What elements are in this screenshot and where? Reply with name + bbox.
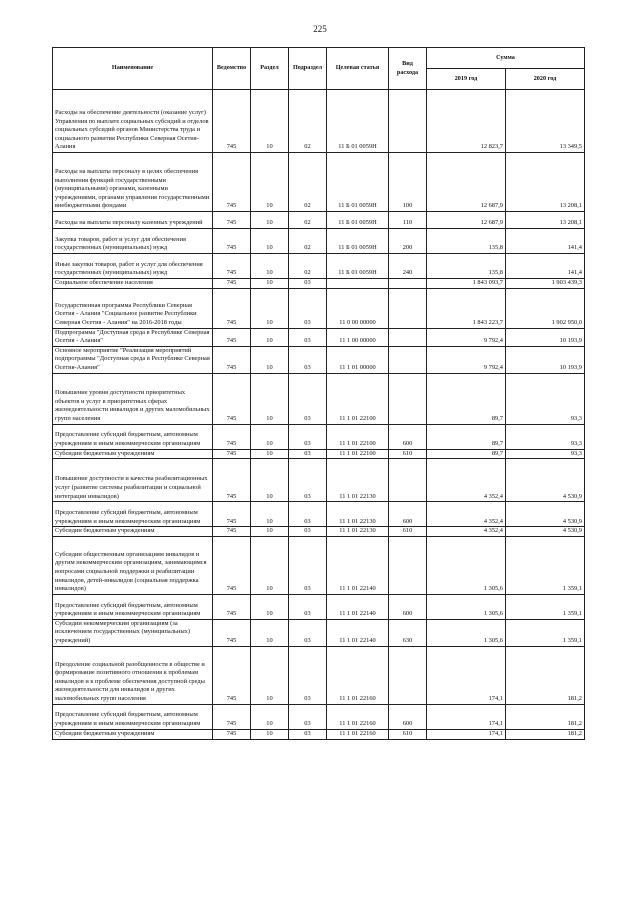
row-department-cell: 745 (213, 346, 251, 373)
table-row (53, 704, 585, 729)
row-sum-2020-cell: 93,3 (506, 449, 585, 459)
row-target-article-cell: 11 1 01 22130 (327, 502, 389, 527)
row-expense-type-cell (389, 328, 427, 346)
header-department: Ведомство (213, 48, 251, 90)
row-expense-type-cell: 600 (389, 502, 427, 527)
table-row (53, 449, 585, 459)
row-expense-type-cell: 610 (389, 729, 427, 739)
row-name-cell: Предоставление субсидий бюджетным, автономным учреждениям и иным некоммерческим организациям (53, 704, 213, 729)
row-expense-type-cell (389, 459, 427, 502)
row-section-cell: 10 (251, 536, 289, 594)
row-target-article-cell: 11 1 01 22100 (327, 449, 389, 459)
row-section-cell: 10 (251, 424, 289, 449)
row-department-cell: 745 (213, 729, 251, 739)
header-section: Раздел (251, 48, 289, 90)
row-department-cell: 745 (213, 328, 251, 346)
header-year-2019: 2019 год (427, 69, 506, 90)
row-expense-type-cell (389, 346, 427, 373)
table-body (53, 90, 585, 740)
row-sum-2019-cell: 12 687,9 (427, 153, 506, 212)
row-section-cell: 10 (251, 729, 289, 739)
row-section-cell: 10 (251, 212, 289, 229)
header-target-article: Целевая статья (327, 48, 389, 90)
row-name-cell: Субсидии бюджетным учреждениям (53, 527, 213, 537)
table-row (53, 212, 585, 229)
row-sum-2020-cell: 141,4 (506, 254, 585, 279)
row-expense-type-cell (389, 536, 427, 594)
row-sum-2019-cell: 174,1 (427, 729, 506, 739)
row-target-article-cell: 11 1 01 22140 (327, 536, 389, 594)
header-subsection: Подраздел (289, 48, 327, 90)
row-expense-type-cell: 610 (389, 449, 427, 459)
table-row (53, 459, 585, 502)
row-section-cell: 10 (251, 449, 289, 459)
row-department-cell: 745 (213, 279, 251, 289)
row-department-cell: 745 (213, 459, 251, 502)
row-subsection-cell: 03 (289, 536, 327, 594)
row-section-cell: 10 (251, 619, 289, 646)
row-department-cell: 745 (213, 90, 251, 153)
row-subsection-cell: 03 (289, 594, 327, 619)
row-sum-2020-cell: 13 349,5 (506, 90, 585, 153)
row-name-cell: Субсидии некоммерческим организациям (за исключением государственных (муниципальных) учреждений) (53, 619, 213, 646)
row-target-article-cell: 11 1 01 22100 (327, 373, 389, 424)
row-sum-2020-cell: 10 193,9 (506, 346, 585, 373)
row-section-cell: 10 (251, 704, 289, 729)
row-department-cell: 745 (213, 373, 251, 424)
row-subsection-cell: 03 (289, 424, 327, 449)
row-target-article-cell: 11 Б 01 0059Н (327, 254, 389, 279)
row-expense-type-cell: 240 (389, 254, 427, 279)
row-subsection-cell: 03 (289, 729, 327, 739)
row-expense-type-cell: 600 (389, 594, 427, 619)
row-sum-2020-cell: 93,3 (506, 373, 585, 424)
row-department-cell: 745 (213, 229, 251, 254)
row-sum-2020-cell: 141,4 (506, 229, 585, 254)
row-sum-2020-cell: 1 359,1 (506, 594, 585, 619)
row-name-cell: Расходы на обеспечение деятельности (оказание услуг) Управления по выплате социальных субсидий и отделов социальных субсидий органов Министерства труда и социального развития Республики Северная Осетия-Алания (53, 90, 213, 153)
row-sum-2019-cell: 174,1 (427, 704, 506, 729)
row-target-article-cell: 11 Б 01 0059Н (327, 212, 389, 229)
row-target-article-cell: 11 Б 01 0059Н (327, 90, 389, 153)
table-row (53, 729, 585, 739)
table-row (53, 346, 585, 373)
row-section-cell: 10 (251, 153, 289, 212)
row-sum-2020-cell: 1 903 439,3 (506, 279, 585, 289)
row-target-article-cell: 11 1 00 00000 (327, 328, 389, 346)
row-sum-2020-cell: 4 530,9 (506, 527, 585, 537)
row-expense-type-cell (389, 90, 427, 153)
row-department-cell: 745 (213, 527, 251, 537)
row-subsection-cell: 03 (289, 502, 327, 527)
row-name-cell: Субсидии бюджетным учреждениям (53, 729, 213, 739)
row-expense-type-cell: 600 (389, 704, 427, 729)
row-subsection-cell: 03 (289, 279, 327, 289)
row-target-article-cell: 11 1 01 22130 (327, 459, 389, 502)
row-section-cell: 10 (251, 459, 289, 502)
row-name-cell: Иные закупки товаров, работ и услуг для обеспечения государственных (муниципальных) нужд (53, 254, 213, 279)
row-sum-2019-cell: 1 305,6 (427, 594, 506, 619)
row-sum-2020-cell: 1 902 950,0 (506, 288, 585, 328)
row-department-cell: 745 (213, 254, 251, 279)
table-row (53, 328, 585, 346)
row-department-cell: 745 (213, 619, 251, 646)
row-sum-2019-cell: 174,1 (427, 646, 506, 704)
row-subsection-cell: 02 (289, 229, 327, 254)
row-name-cell: Государственная программа Республики Северная Осетия - Алания "Социальное развитие Республики Северная Осетия - Алания" на 2016-2018 годы (53, 288, 213, 328)
row-target-article-cell: 11 1 01 22160 (327, 646, 389, 704)
row-department-cell: 745 (213, 449, 251, 459)
row-department-cell: 745 (213, 502, 251, 527)
row-section-cell: 10 (251, 502, 289, 527)
row-section-cell: 10 (251, 279, 289, 289)
row-name-cell: Закупка товаров, работ и услуг для обеспечения государственных (муниципальных) нужд (53, 229, 213, 254)
row-department-cell: 745 (213, 594, 251, 619)
row-target-article-cell: 11 1 01 22140 (327, 594, 389, 619)
row-sum-2020-cell: 4 530,9 (506, 459, 585, 502)
row-expense-type-cell (389, 373, 427, 424)
row-sum-2019-cell: 89,7 (427, 424, 506, 449)
row-sum-2020-cell: 93,3 (506, 424, 585, 449)
row-section-cell: 10 (251, 90, 289, 153)
row-expense-type-cell: 610 (389, 527, 427, 537)
row-section-cell: 10 (251, 646, 289, 704)
row-name-cell: Повышение доступности и качества реабилитационных услуг (развитие системы реабилитации и социальной интеграции инвалидов) (53, 459, 213, 502)
row-name-cell: Субсидии бюджетным учреждениям (53, 449, 213, 459)
row-section-cell: 10 (251, 254, 289, 279)
row-sum-2020-cell: 10 193,9 (506, 328, 585, 346)
row-expense-type-cell (389, 646, 427, 704)
table-row (53, 254, 585, 279)
row-subsection-cell: 02 (289, 153, 327, 212)
row-expense-type-cell (389, 288, 427, 328)
row-section-cell: 10 (251, 527, 289, 537)
row-sum-2019-cell: 4 352,4 (427, 502, 506, 527)
row-sum-2019-cell: 1 843 093,7 (427, 279, 506, 289)
row-expense-type-cell: 600 (389, 424, 427, 449)
row-name-cell: Предоставление субсидий бюджетным, автономным учреждениям и иным некоммерческим организациям (53, 594, 213, 619)
row-department-cell: 745 (213, 536, 251, 594)
row-subsection-cell: 03 (289, 288, 327, 328)
row-name-cell: Подпрограмма "Доступная среда в Республике Северная Осетия - Алания" (53, 328, 213, 346)
row-subsection-cell: 02 (289, 254, 327, 279)
row-department-cell: 745 (213, 212, 251, 229)
row-department-cell: 745 (213, 424, 251, 449)
row-sum-2019-cell: 1 305,6 (427, 619, 506, 646)
row-target-article-cell: 11 1 01 22140 (327, 619, 389, 646)
table-row (53, 288, 585, 328)
row-sum-2019-cell: 4 352,4 (427, 459, 506, 502)
row-target-article-cell: 11 0 00 00000 (327, 288, 389, 328)
row-target-article-cell: 11 1 01 22160 (327, 704, 389, 729)
row-expense-type-cell: 200 (389, 229, 427, 254)
row-subsection-cell: 03 (289, 449, 327, 459)
row-name-cell: Предоставление субсидий бюджетным, автономным учреждениям и иным некоммерческим организациям (53, 424, 213, 449)
table-row (53, 373, 585, 424)
table-row (53, 619, 585, 646)
table-row (53, 527, 585, 537)
row-subsection-cell: 03 (289, 646, 327, 704)
row-subsection-cell: 03 (289, 346, 327, 373)
row-target-article-cell: 11 1 01 22100 (327, 424, 389, 449)
row-sum-2019-cell: 89,7 (427, 373, 506, 424)
row-sum-2020-cell: 4 530,9 (506, 502, 585, 527)
row-department-cell: 745 (213, 704, 251, 729)
row-target-article-cell (327, 279, 389, 289)
row-name-cell: Расходы на выплаты персоналу казенных учреждений (53, 212, 213, 229)
row-name-cell: Социальное обеспечение населения (53, 279, 213, 289)
row-sum-2020-cell: 1 359,1 (506, 619, 585, 646)
row-subsection-cell: 03 (289, 373, 327, 424)
row-target-article-cell: 11 1 01 22130 (327, 527, 389, 537)
table-row (53, 90, 585, 153)
row-section-cell: 10 (251, 328, 289, 346)
row-name-cell: Предоставление субсидий бюджетным, автономным учреждениям и иным некоммерческим организациям (53, 502, 213, 527)
row-department-cell: 745 (213, 153, 251, 212)
row-expense-type-cell: 100 (389, 153, 427, 212)
row-sum-2020-cell: 181,2 (506, 704, 585, 729)
row-name-cell: Повышение уровня доступности приоритетных объектов и услуг в приоритетных сферах жизнедеятельности инвалидов и других маломобильных групп населения (53, 373, 213, 424)
row-sum-2019-cell: 135,8 (427, 229, 506, 254)
row-department-cell: 745 (213, 646, 251, 704)
row-subsection-cell: 03 (289, 619, 327, 646)
row-sum-2019-cell: 135,8 (427, 254, 506, 279)
row-sum-2020-cell: 181,2 (506, 729, 585, 739)
row-subsection-cell: 03 (289, 704, 327, 729)
row-sum-2019-cell: 1 305,6 (427, 536, 506, 594)
header-year-2020: 2020 год (506, 69, 585, 90)
row-sum-2019-cell: 1 843 223,7 (427, 288, 506, 328)
table-row (53, 279, 585, 289)
row-sum-2019-cell: 9 792,4 (427, 328, 506, 346)
row-section-cell: 10 (251, 373, 289, 424)
table-row (53, 153, 585, 212)
row-name-cell: Субсидии общественным организациям инвалидов и другим некоммерческим организациям, занимающимся вопросами социальной поддержки и реабилитации инвалидов, детей-инвалидов (социальная поддержка инвалидов) (53, 536, 213, 594)
row-expense-type-cell: 630 (389, 619, 427, 646)
row-department-cell: 745 (213, 288, 251, 328)
row-target-article-cell: 11 1 01 22160 (327, 729, 389, 739)
row-section-cell: 10 (251, 594, 289, 619)
row-name-cell: Основное мероприятие "Реализация мероприятий подпрограммы "Доступная среда в Республике Северная Осетия-Алания" (53, 346, 213, 373)
row-sum-2020-cell: 1 359,1 (506, 536, 585, 594)
row-name-cell: Преодоление социальной разобщенности в обществе и формирование позитивного отношения к проблемам инвалидов и к проблеме обеспечения доступной среды жизнедеятельности для инвалидов и других маломобильных групп населения (53, 646, 213, 704)
row-subsection-cell: 03 (289, 328, 327, 346)
row-target-article-cell: 11 1 01 00000 (327, 346, 389, 373)
table-row (53, 424, 585, 449)
row-section-cell: 10 (251, 229, 289, 254)
row-sum-2019-cell: 12 687,9 (427, 212, 506, 229)
row-sum-2019-cell: 4 352,4 (427, 527, 506, 537)
row-target-article-cell: 11 Б 01 0059Н (327, 229, 389, 254)
row-name-cell: Расходы на выплаты персоналу в целях обеспечения выполнения функций государственными (муниципальными) органами, казенными учреждениями, органами управления государственными внебюджетными фондами (53, 153, 213, 212)
table-row (53, 536, 585, 594)
row-sum-2020-cell: 13 208,1 (506, 153, 585, 212)
table-row (53, 502, 585, 527)
row-subsection-cell: 02 (289, 90, 327, 153)
table-row (53, 646, 585, 704)
table-row (53, 594, 585, 619)
row-section-cell: 10 (251, 346, 289, 373)
table-row (53, 229, 585, 254)
row-sum-2019-cell: 89,7 (427, 449, 506, 459)
row-sum-2019-cell: 9 792,4 (427, 346, 506, 373)
row-subsection-cell: 02 (289, 212, 327, 229)
row-expense-type-cell: 110 (389, 212, 427, 229)
row-sum-2019-cell: 12 823,7 (427, 90, 506, 153)
header-sum: Сумма (427, 48, 585, 69)
header-expense-type: Вид расхода (389, 48, 427, 90)
row-sum-2020-cell: 13 208,1 (506, 212, 585, 229)
row-expense-type-cell (389, 279, 427, 289)
row-subsection-cell: 03 (289, 527, 327, 537)
row-subsection-cell: 03 (289, 459, 327, 502)
budget-table (52, 47, 585, 740)
row-section-cell: 10 (251, 288, 289, 328)
page-number: 225 (313, 24, 327, 34)
header-name: Наименование (53, 48, 213, 90)
row-target-article-cell: 11 Б 01 0059Н (327, 153, 389, 212)
row-sum-2020-cell: 181,2 (506, 646, 585, 704)
